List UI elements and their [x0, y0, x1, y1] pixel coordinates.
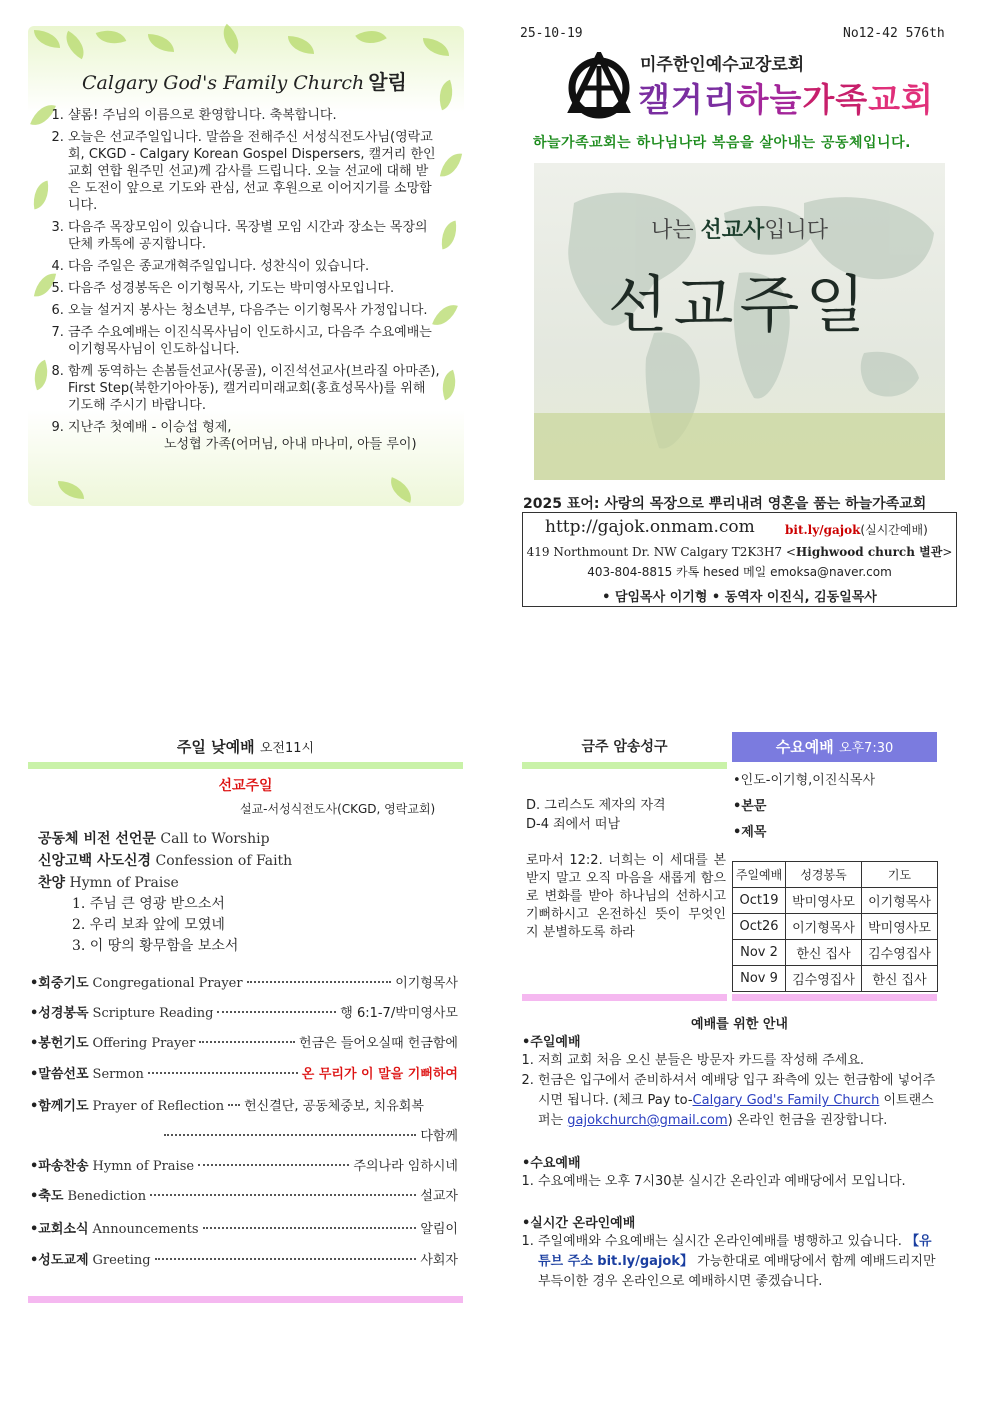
notice-list [50, 107, 440, 458]
guide-wednesday-list [522, 1172, 942, 1192]
payee-link[interactable]: Calgary God's Family Church [692, 1093, 880, 1108]
table-row: Nov 2 한신 집사 김수영집사 [733, 940, 938, 966]
wednesday-service-title: 수요예배 오후7:30 [732, 732, 937, 762]
notice-item: 4. 다음 주일은 종교개혁주일입니다. 성찬식이 있습니다. [68, 258, 440, 275]
wednesday-topic: •제목 [733, 825, 767, 840]
leaf-decoration-icon [355, 23, 387, 52]
order-row: •함께기도 Prayer of Reflection 헌신결단, 공동체중보, 치유회복 [30, 1099, 424, 1114]
order-row-continued: 다함께 [160, 1125, 458, 1145]
issue-number: No12-42 576th [843, 26, 945, 41]
website-link[interactable]: http://gajok.onmam.com [545, 517, 755, 537]
hymn-item: 1. 주님 큰 영광 받으소서 [72, 896, 225, 912]
wednesday-leader: •인도-이기형,이진식목사 [733, 773, 876, 788]
order-call-to-worship: 공동체 비전 선언문 Call to Worship [38, 831, 270, 847]
duty-roster-table [732, 861, 938, 992]
church-address: 419 Northmount Dr. NW Calgary T2K3H7 <Highwood church 별관> [526, 545, 953, 559]
guide-sunday-heading: •주일예배 [522, 1035, 581, 1050]
verse-reference: D. 그리스도 제자의 자격 D-4 죄에서 떠남 [526, 798, 666, 832]
notice-item-continued: 노성협 가족(어머님, 아내 마나미, 아들 루이) [164, 437, 417, 452]
leaf-decoration-icon [433, 80, 459, 111]
table-row: Oct19 박미영사모 이기형목사 [733, 888, 938, 914]
church-name: 캘거리하늘가족교회 [638, 80, 934, 119]
guide-item: 1. 저희 교회 처음 오신 분들은 방문자 카드를 작성해 주세요. [538, 1051, 942, 1071]
leaf-decoration-icon [59, 31, 91, 60]
table-row: Nov 9 김수영집사 한신 집사 [733, 966, 938, 992]
banner-subtitle: 나는 선교사입니다 [650, 218, 829, 243]
email-link[interactable]: gajokchurch@gmail.com [567, 1113, 728, 1128]
section-divider [28, 1296, 463, 1303]
leaf-decoration-icon [288, 36, 314, 54]
contact-box [522, 512, 957, 607]
table-header: 성경봉독 [786, 862, 862, 888]
leaf-decoration-icon [440, 151, 462, 180]
guide-item: 1. 수요예배는 오후 7시30분 실시간 온라인과 예배당에서 모입니다. [538, 1172, 942, 1192]
leaf-decoration-icon [423, 38, 449, 56]
table-row: Oct26 이기형목사 박미영사모 [733, 914, 938, 940]
order-row-sermon: •말씀선포 Sermon 온 무리가 이 말을 기뻐하여 [30, 1067, 458, 1082]
order-confession: 신앙고백 사도신경 Confession of Faith [38, 853, 293, 869]
leaf-decoration-icon [148, 34, 174, 52]
leaf-decoration-icon [386, 477, 417, 503]
guide-wednesday-heading: •수요예배 [522, 1156, 581, 1171]
notice-item: 1. 샬롬! 주님의 이름으로 환영합니다. 축복합니다. [68, 107, 440, 124]
table-header: 주일예배 [733, 862, 786, 888]
notice-item: 5. 다음주 성경봉독은 이기형목사, 기도는 박미영사모입니다. [68, 280, 440, 297]
guide-live-heading: •실시간 온라인예배 [522, 1216, 636, 1231]
order-row: •교회소식 Announcements 알림이 [30, 1222, 458, 1237]
order-hymn: 찬양 Hymn of Praise [38, 875, 179, 891]
sunday-theme: 선교주일 [218, 778, 273, 794]
youtube-link[interactable]: 【유튜브 주소 bit.ly/gajok】 [538, 1234, 932, 1269]
notice-title: Calgary God's Family Church 알림 [82, 70, 407, 94]
leaf-decoration-icon [34, 30, 60, 48]
leaf-decoration-icon [58, 481, 84, 499]
stream-link[interactable]: bit.ly/gajok [785, 523, 861, 537]
phone-email: 403-804-8815 카톡 hesed 메일 emoksa@naver.com [587, 565, 892, 579]
section-divider [28, 762, 463, 769]
notice-item: 6. 오늘 설거지 봉사는 청소년부, 다음주는 이기형목사 가정입니다. [68, 302, 440, 319]
table-header: 기도 [862, 862, 938, 888]
verse-text: 로마서 12:2. 너희는 이 세대를 본받지 말고 오직 마음을 새롭게 함으로 변화를 받아 하나님의 선하시고 기뻐하시고 온전하신 뜻이 무엇인지 분별하도록 하라 [526, 853, 726, 940]
sunday-service-title: 주일 낮예배 오전11시 [176, 738, 315, 756]
church-logo-icon [565, 52, 633, 120]
order-row: •성경봉독 Scripture Reading 행 6:1-7/박미영사모 [30, 1006, 458, 1021]
notice-item: 2. 오늘은 선교주일입니다. 말씀을 전해주신 서성식전도사님(영락교회, CKGD - Calgary Korean Gospel Dispersers, 캘거리 한인교회 연합 원주민 선교)께 감사를 드립니다. 오늘 선교에 대해 받은 도전이 앞으로 기도와 관심, 선교 후원으로 이어지기를 소망합니다. [68, 129, 440, 214]
hymn-item: 3. 이 땅의 황무함을 보소서 [72, 938, 239, 954]
leaf-decoration-icon [96, 24, 127, 50]
pastors-list: • 담임목사 이기형 • 동역자 이진식, 김동일목사 [602, 590, 877, 605]
section-divider [522, 994, 727, 1001]
order-row: •축도 Benediction 설교자 [30, 1189, 458, 1204]
guide-item: 1. 주일예배와 수요예배는 실시간 온라인예배를 병행하고 있습니다. 【유튜브 주소 bit.ly/gajok】 가능한대로 예배당에서 함께 예배드리지만 부득이한 경우 온라인으로 예배하시면 좋겠습니다. [538, 1232, 942, 1292]
notice-item: 7. 금주 수요예배는 이진식목사님이 인도하시고, 다음주 수요예배는 이기형목사님이 인도하십니다. [68, 324, 440, 358]
mission-sunday-banner [534, 163, 945, 480]
leaf-decoration-icon [215, 24, 246, 55]
preacher: 설교-서성식전도사(CKGD, 영락교회) [240, 802, 436, 816]
guide-sunday-list [522, 1051, 942, 1131]
leaf-decoration-icon [30, 181, 52, 210]
bulletin-date: 25-10-19 [520, 26, 583, 41]
section-divider [732, 994, 937, 1001]
guide-live-list [522, 1232, 942, 1292]
hymn-item: 2. 우리 보좌 앞에 모였네 [72, 917, 225, 933]
notice-item: 3. 다음주 목장모임이 있습니다. 목장별 모임 시간과 장소는 목장의 단체 카톡에 공지합니다. [68, 219, 440, 253]
worship-guide-title: 예배를 위한 안내 [691, 1017, 788, 1032]
section-divider [522, 762, 727, 769]
order-row: •성도교제 Greeting 사회자 [30, 1253, 458, 1268]
notice-item: 9. 지난주 첫예배 - 이승섭 형제, 노성협 가족(어머님, 아내 마나미, 아들 루이) [68, 419, 440, 453]
annual-motto: 2025 표어: 사랑의 목장으로 뿌리내려 영혼을 품는 하늘가족교회 [523, 496, 927, 512]
wednesday-scripture: •본문 [733, 799, 767, 814]
memory-verse-title: 금주 암송성구 [581, 739, 668, 755]
order-row: •회중기도 Congregational Prayer 이기형목사 [30, 976, 458, 991]
stream-info: bit.ly/gajok(실시간예배) [785, 523, 928, 537]
church-slogan: 하늘가족교회는 하나님나라 복음을 살아내는 공동체입니다. [533, 135, 911, 151]
banner-title: 선교주일 [607, 268, 872, 341]
leaf-decoration-icon [438, 221, 460, 250]
notice-item: 8. 함께 동역하는 손봄들선교사(몽골), 이진석선교사(브라질 아마존), First Step(북한기아아동), 캘거리미래교회(홍효성목사)를 위해 기도해 주시기 바랍니다. [68, 363, 440, 414]
order-row: •봉헌기도 Offering Prayer 헌금은 들어오실때 헌금함에 [30, 1036, 458, 1051]
guide-item: 2. 헌금은 입구에서 준비하셔서 예배당 입구 좌측에 있는 헌금함에 넣어주시면 됩니다. (체크 Pay to-Calgary God's Family Church 이트랜스퍼는 gajokchurch@gmail.com) 온라인 헌금을 권장합니다. [538, 1071, 942, 1131]
denomination-name: 미주한인예수교장로회 [640, 55, 805, 75]
order-row: •파송찬송 Hymn of Praise 주의나라 임하시네 [30, 1159, 458, 1174]
